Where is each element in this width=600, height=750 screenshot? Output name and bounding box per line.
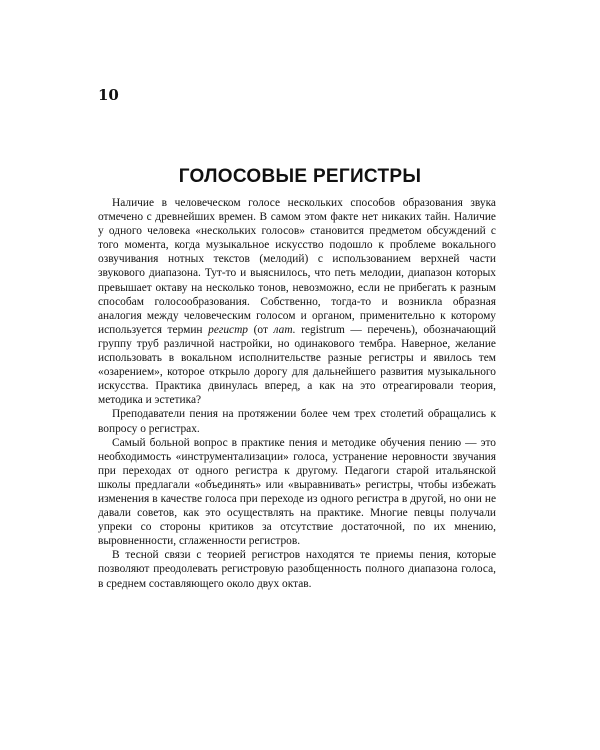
body-text	[98, 196, 496, 591]
latin-abbreviation: лат.	[273, 323, 296, 336]
paragraph: Самый больной вопрос в практике пения и методике обучения пению — это необходимость «инструментализации» голоса, устранение неровности звучания при переходах от одного регистра к другому. Педагоги старой итальянской школы предлагали «объединять» или «выравнивать» регистры, чтобы избежать изменения в качестве голоса при переходе из одного регистра в другой, но они не давали советов, как это осуществлять на практике. Многие певцы получали упреки со стороны критиков за отсутствие достаточной, по их мнению, выровненности, сглаженности регистров.	[98, 436, 496, 548]
paragraph: Преподаватели пения на протяжении более чем трех столетий обращались к вопросу о регистрах.	[98, 408, 496, 435]
paragraph-text: (от	[248, 323, 274, 336]
term-register: регистр	[208, 323, 248, 336]
page-number: 10	[98, 86, 119, 104]
paragraph-text: Наличие в человеческом голосе нескольких способов образования звука отмечено с древнейших времен. В самом этом факте нет никаких тайн. Наличие у одного человека «нескольких голосов» становится предметом обсуждений с того момента, когда музыкальное искусство подошло к проблеме вокального озвучивания нотных текстов (мелодий) с использованием верхней части звукового диапазона. Тут-то и выяснилось, что петь мелодии, диапазон которых превышает октаву на несколько тонов, невозможно, если не прибегать к разным способам голосообразования. Собственно, тогда-то и возникла образная аналогия между человеческим голосом и органом, применительно к которому используется термин	[98, 197, 496, 336]
paragraph	[98, 196, 496, 407]
paragraph: В тесной связи с теорией регистров находятся те приемы пения, которые позволяют преодолевать регистровую разобщенность полного диапазона голоса, в среднем составляющего около двух октав.	[98, 549, 496, 590]
paragraph-text: registrum — перечень), обозначающий группу труб различной настройки, но одинакового тембра. Наверное, желание использовать в вокальном исполнительстве разные регистры и явилось тем «озарением», которое открыло дорогу для дальнейшего развития музыкального искусства. Практика двинулась вперед, а как на это отреагировали теория, методика и эстетика?	[98, 323, 496, 407]
chapter-title: ГОЛОСОВЫЕ РЕГИСТРЫ	[178, 166, 422, 187]
